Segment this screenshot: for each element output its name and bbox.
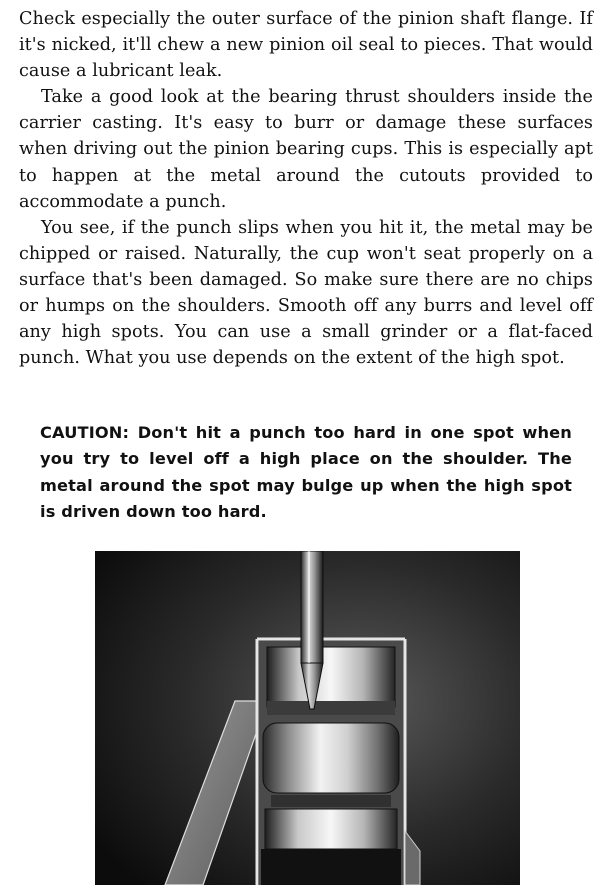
bearing-roller — [263, 723, 399, 793]
punch-illustration — [95, 551, 520, 885]
bearing-race-lower — [265, 809, 397, 849]
caution-label: CAUTION: — [40, 423, 130, 442]
punch-shaft — [301, 551, 323, 663]
caution-text: Don't hit a punch too hard in one spot when you try to level off a high place on the shoulder. The metal around the spot may bulge up when the high spot is driven down too hard. — [40, 423, 572, 522]
caution-note — [40, 420, 572, 526]
bearing-cup-top — [267, 647, 395, 707]
paragraph-punch-slips: You see, if the punch slips when you hit it, the metal may be chipped or raised. Naturally, the cup won't seat properly on a surface that's been damaged. So make sure there are no chips or humps on the shoulders. Smooth off any burrs and level off any high spots. You can use a small grinder or a flat-faced punch. What you use depends on the extent of the high spot. — [19, 217, 593, 369]
paragraph-thrust-shoulders: Take a good look at the bearing thrust shoulders inside the carrier casting. It's easy to burr or damage these surfaces when driving out the pinion bearing cups. This is especially apt to happen at the metal around the cutouts provided to accommodate a punch. — [19, 87, 593, 212]
body-text — [19, 6, 593, 371]
paragraph-flange-check: Check especially the outer surface of the pinion shaft flange. If it's nicked, it'll chew a new pinion oil seal to pieces. That would cause a lubricant leak. — [19, 9, 593, 82]
